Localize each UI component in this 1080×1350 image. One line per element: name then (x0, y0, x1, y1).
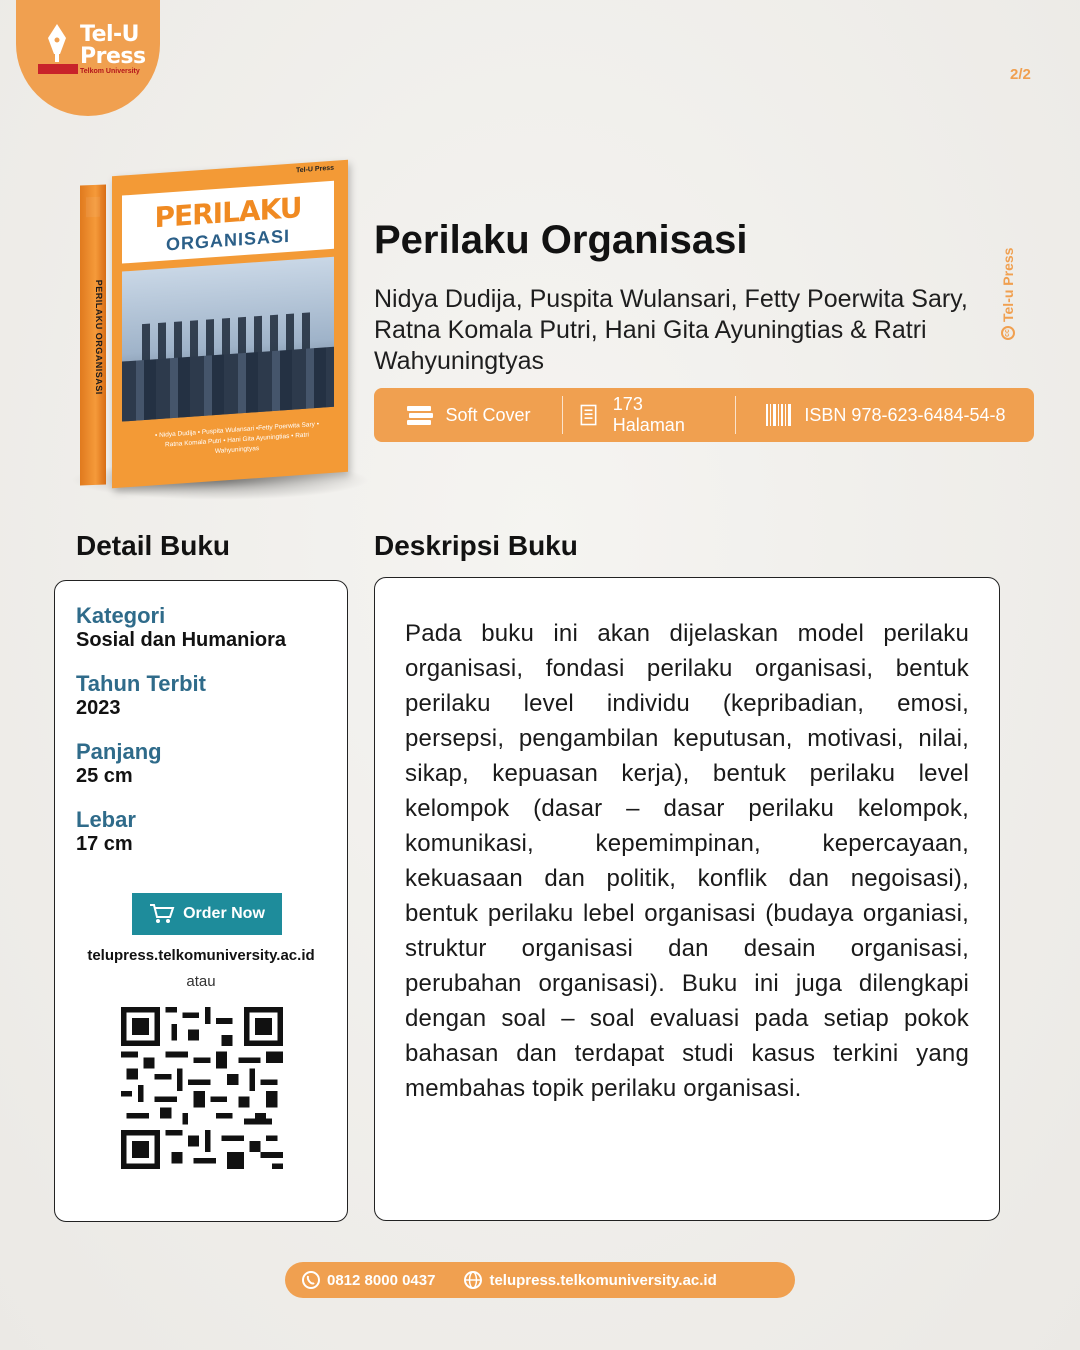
brand-subtitle: Telkom University (80, 68, 140, 75)
book-title: Perilaku Organisasi (374, 218, 748, 262)
description-text: Pada buku ini akan dijelaskan model perilaku organisasi, fondasi perilaku organisasi, bentuk perilaku level individu (kepribadian, emosi, persepsi, pengambilan keputusan, motivasi, nilai, sikap, kepuasan kerja), bentuk perilaku level kelompok (dasar – dasar perilaku kelompok, komunikasi, kepemimpinan, kepercayaan, kekuasaan dan politik, konflik dan negoisasi), bentuk perilaku lebel organisasi (budaya organiasi, struktur organisasi dan desain organisasi, perubahan organisasi). Buku ini juga dilengkapi dengan soal – soal evaluasi pada setiap pokok bahasan dan terdapat studi kasus terkini yang membahas topik perilaku organisasi. (405, 620, 969, 1102)
spec-isbn: ISBN 978-623-6484-54-8 (736, 388, 1034, 442)
page-indicator: 2/2 (1010, 66, 1031, 83)
spec-cover-type: Soft Cover (374, 388, 562, 442)
cover-title-line1: PERILAKU (154, 190, 302, 235)
shopping-cart-icon (149, 903, 175, 925)
spine-logo (86, 197, 100, 217)
length-value: 25 cm (76, 765, 133, 787)
category-value: Sosial dan Humaniora (76, 629, 287, 651)
cover-authors: • Nidya Dudija • Puspita Wulansari •Fetty Poerwita Sary • Ratna Komala Putri • Hani Gita Ayuningtias • Ratri Wahyuningtyas (155, 420, 319, 456)
book-spine (80, 185, 106, 486)
qr-code[interactable] (121, 1007, 283, 1169)
pen-icon (46, 24, 68, 64)
detail-card (54, 580, 348, 1222)
whatsapp-contact[interactable]: 0812 8000 0437 (301, 1270, 435, 1290)
spine-title: PERILAKU ORGANISASI (94, 279, 104, 395)
spec-pages: 173 Halaman (563, 388, 735, 442)
order-now-button[interactable]: Order Now (132, 893, 282, 935)
cover-title-band (122, 181, 334, 264)
creative-commons-icon: cc (1001, 326, 1015, 340)
book-cover (112, 160, 348, 489)
length-label: Panjang (76, 739, 162, 764)
year-value: 2023 (76, 697, 121, 719)
spec-bar (374, 388, 1034, 442)
barcode-icon (764, 402, 794, 428)
website-contact[interactable]: telupress.telkomuniversity.ac.id (463, 1270, 716, 1290)
category-label: Kategori (76, 603, 166, 628)
width-value: 17 cm (76, 833, 133, 855)
document-pages-icon (579, 402, 603, 428)
cover-publisher: Tel-U Press (296, 164, 334, 175)
order-website[interactable]: telupress.telkomuniversity.ac.id (87, 947, 315, 964)
books-stack-icon (405, 402, 435, 428)
brand-wordmark: Tel-U Press (80, 22, 146, 69)
globe-icon (463, 1270, 483, 1290)
detail-heading: Detail Buku (76, 530, 231, 561)
description-card (374, 577, 1000, 1221)
contact-footer (285, 1262, 795, 1298)
book-icon (38, 64, 78, 74)
side-brand-label: cc Tel-u Press (1000, 248, 1016, 340)
year-label: Tahun Terbit (76, 671, 206, 696)
cover-illustration (122, 257, 334, 422)
whatsapp-icon (301, 1270, 321, 1290)
description-heading: Deskripsi Buku (374, 530, 578, 561)
width-label: Lebar (76, 807, 136, 832)
book-authors: Nidya Dudija, Puspita Wulansari, Fetty Poerwita Sary, Ratna Komala Putri, Hani Gita Ayuningtias & Ratri Wahyuningtyas (374, 285, 968, 375)
cover-title-line2: ORGANISASI (165, 225, 290, 255)
or-text: atau (186, 973, 216, 990)
